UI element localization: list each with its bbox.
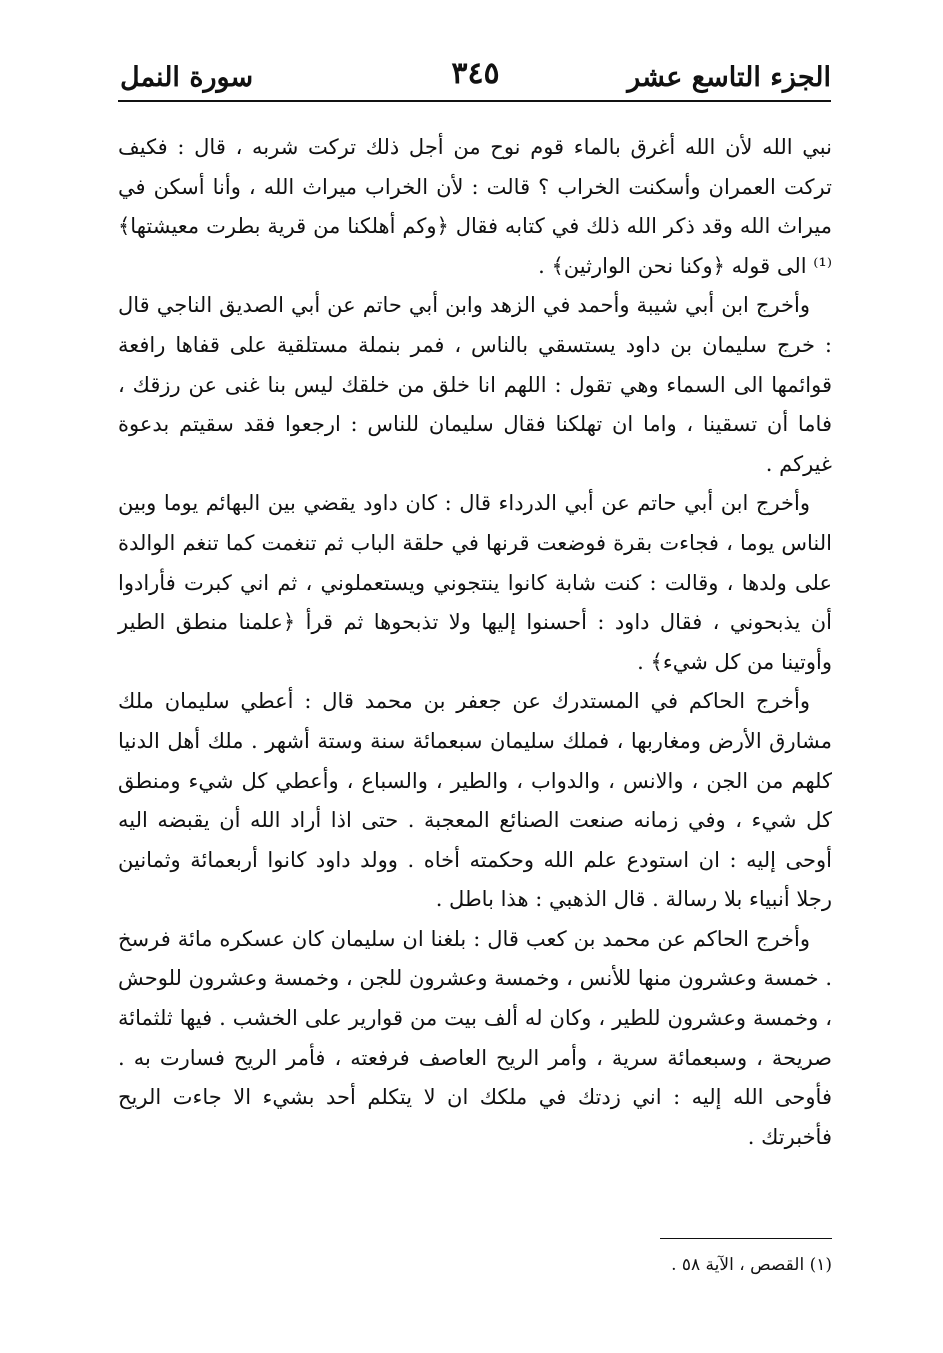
page-header — [120, 48, 831, 98]
paragraph-2: وأخرج ابن أبي شيبة وأحمد في الزهد وابن أبي حاتم عن أبي الصديق الناجي قال : خرج سليمان بن داود يستسقي بالناس ، فمر بنملة مستلقية على قفاها رافعة قوائمها الى السماء وهي تقول : اللهم انا خلق من خلقك ليس بنا غنى عن رزقك ، فاما أن تسقينا ، واما ان تهلكنا فقال سليمان للناس : ارجعوا فقد سقيتم بدعوة غيركم . — [118, 293, 832, 476]
header-divider — [118, 100, 831, 102]
paragraph-5: وأخرج الحاكم عن محمد بن كعب قال : بلغنا ان سليمان كان عسكره مائة فرسخ . خمسة وعشرون منها للأنس ، وخمسة وعشرون للجن ، وخمسة وعشرون للوحش ، وخمسة وعشرون للطير ، وكان له ألف بيت من قوارير على الخشب . فيها ثلثمائة صريحة ، وسبعمائة سرية ، وأمر الريح العاصف فرفعته ، فأمر الريح فسارت به . فأوحى الله إليه : اني زدتك في ملكك ان لا يتكلم أحد بشيء الا جاءت الريح فأخبرتك . — [118, 926, 832, 1149]
footnote: (١) القصص ، الآية ٥٨ . — [671, 1255, 832, 1275]
page-body — [118, 128, 832, 1157]
surah-title: سورة النمل — [120, 62, 254, 93]
paragraph-3: وأخرج ابن أبي حاتم عن أبي الدرداء قال : كان داود يقضي بين البهائم يوما وبين الناس يوما ، فجاءت بقرة فوضعت قرنها في حلقة الباب ثم تنغمت كما تنغم الوالدة على ولدها ، وقالت : كنت شابة كانوا ينتجوني ويستعملوني ، ثم اني كبرت فأرادوا أن يذبحوني ، فقال داود : أحسنوا إليها ولا تذبحوها ثم قرأ ﴿علمنا منطق الطير وأوتينا من كل شيء﴾ . — [118, 491, 832, 674]
part-title: الجزء التاسع عشر — [627, 62, 831, 93]
paragraph-1: نبي الله لأن الله أغرق بالماء قوم نوح من أجل ذلك تركت شربه ، قال : فكيف تركت العمران وأسكنت الخراب ؟ قالت : لأن الخراب ميراث الله ، وأنا أسكن في ميراث الله وقد ذكر الله ذلك في كتابه فقال ﴿وكم أهلكنا من قرية بطرت معيشتها﴾⁽¹⁾ الى قوله ﴿وكنا نحن الوارثين﴾ . — [118, 135, 832, 278]
footnote-divider — [660, 1238, 832, 1239]
page-number: ٣٤٥ — [451, 56, 500, 91]
paragraph-4: وأخرج الحاكم في المستدرك عن جعفر بن محمد قال : أعطي سليمان ملك مشارق الأرض ومغاربها ، فملك سليمان سبعمائة سنة وستة أشهر . ملك أهل الدنيا كلهم من الجن ، والانس ، والدواب ، والطير ، والسباع ، وأعطي كل شيء ومنطق كل شيء ، وفي زمانه صنعت الصنائع المعجبة . حتى اذا أراد الله أن يقبضه اليه أوحى إليه : ان استودع علم الله وحكمته أخاه . وولد داود كانوا أربعمائة وثمانين رجلا أنبياء بلا رسالة . قال الذهبي : هذا باطل . — [118, 689, 832, 912]
